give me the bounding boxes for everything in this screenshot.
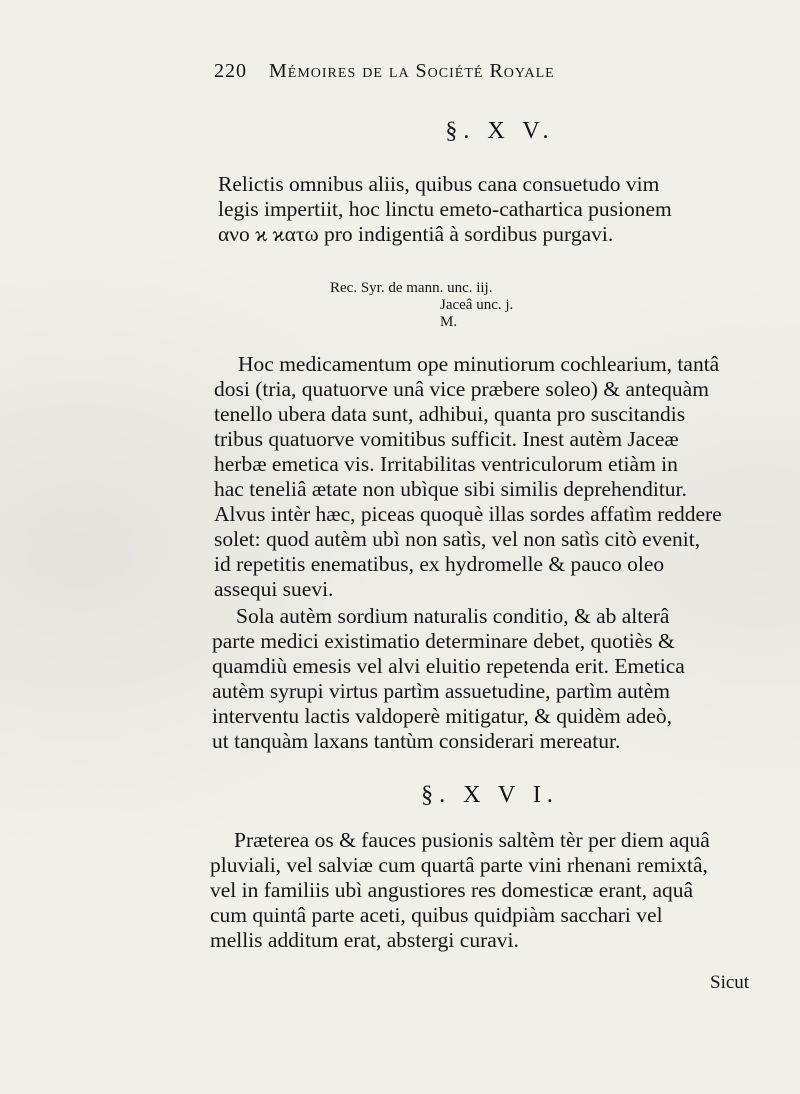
text-line: dosi (tria, quatuorve unâ vice præbere soleo) & antequàm <box>214 377 709 401</box>
text-line: pluviali, vel salviæ cum quartâ parte vini rhenani remixtâ, <box>210 853 708 877</box>
page-number: 220 <box>214 60 247 82</box>
text-line: hac teneliâ ætate non ubìque sibi similis deprehenditur. <box>214 477 687 501</box>
text-line: solet: quod autèm ubì non satìs, vel non satìs citò evenit, <box>214 527 701 551</box>
text-line: vel in familiis ubì angustiores res domesticæ erant, aquâ <box>210 878 694 902</box>
text-line: interventu lactis valdoperè mitigatur, & quidèm adeò, <box>212 704 673 728</box>
section-heading-xv: §. X V. <box>445 118 555 144</box>
recipe-line: Jaceâ unc. j. <box>440 297 514 313</box>
text-line: Relictis omnibus aliis, quibus cana consuetudo vim <box>218 172 660 196</box>
text-line: id repetitis enematibus, ex hydromelle & pauco oleo <box>214 552 665 576</box>
text-line: Alvus intèr hæc, piceas quoquè illas sordes affatìm reddere <box>214 502 722 526</box>
text-line: tenello ubera data sunt, adhibui, quanta pro suscitandis <box>214 402 686 426</box>
text-line: ανο ϰ ϰατω pro indigentiâ à sordibus purgavi. <box>218 222 614 246</box>
prescription-block <box>330 280 590 331</box>
text-line: parte medici existimatio determinare debet, quotiès & <box>212 629 675 653</box>
running-title: Mémoires de la Société Royale <box>269 60 555 82</box>
text-line: assequi suevi. <box>214 577 334 601</box>
text-line: ut tanquàm laxans tantùm considerari mereatur. <box>212 729 621 753</box>
text-line: legis impertiit, hoc linctu emeto-cathartica pusionem <box>218 197 672 221</box>
text-line: Hoc medicamentum ope minutiorum cochlearium, tantâ <box>238 352 720 376</box>
text-line: autèm syrupi virtus partìm assuetudine, partìm autèm <box>212 679 670 703</box>
section-xv-intro <box>218 172 760 247</box>
section-xvi-body <box>210 828 762 953</box>
text-line: cum quintâ parte aceti, quibus quidpiàm sacchari vel <box>210 903 663 927</box>
catchword: Sicut <box>710 972 750 993</box>
text-line: mellis additum erat, abstergi curavi. <box>210 928 519 952</box>
text-line: herbæ emetica vis. Irritabilitas ventriculorum etiàm in <box>214 452 678 476</box>
section-xv-body <box>214 352 760 602</box>
recipe-line: M. <box>440 314 458 330</box>
section-heading-xvi: §. X V I. <box>421 782 559 808</box>
text-line: Præterea os & fauces pusionis saltèm tèr per diem aquâ <box>234 828 710 852</box>
recipe-line: Rec. Syr. de mann. unc. iij. <box>330 280 493 296</box>
text-line: quamdiù emesis vel alvi eluitio repetenda erit. Emetica <box>212 654 685 678</box>
text-line: tribus quatuorve vomitibus sufficit. Inest autèm Jaceæ <box>214 427 679 451</box>
text-line: Sola autèm sordium naturalis conditio, & ab alterâ <box>236 604 670 628</box>
running-header <box>214 60 734 83</box>
section-xv-body-2 <box>212 604 760 754</box>
